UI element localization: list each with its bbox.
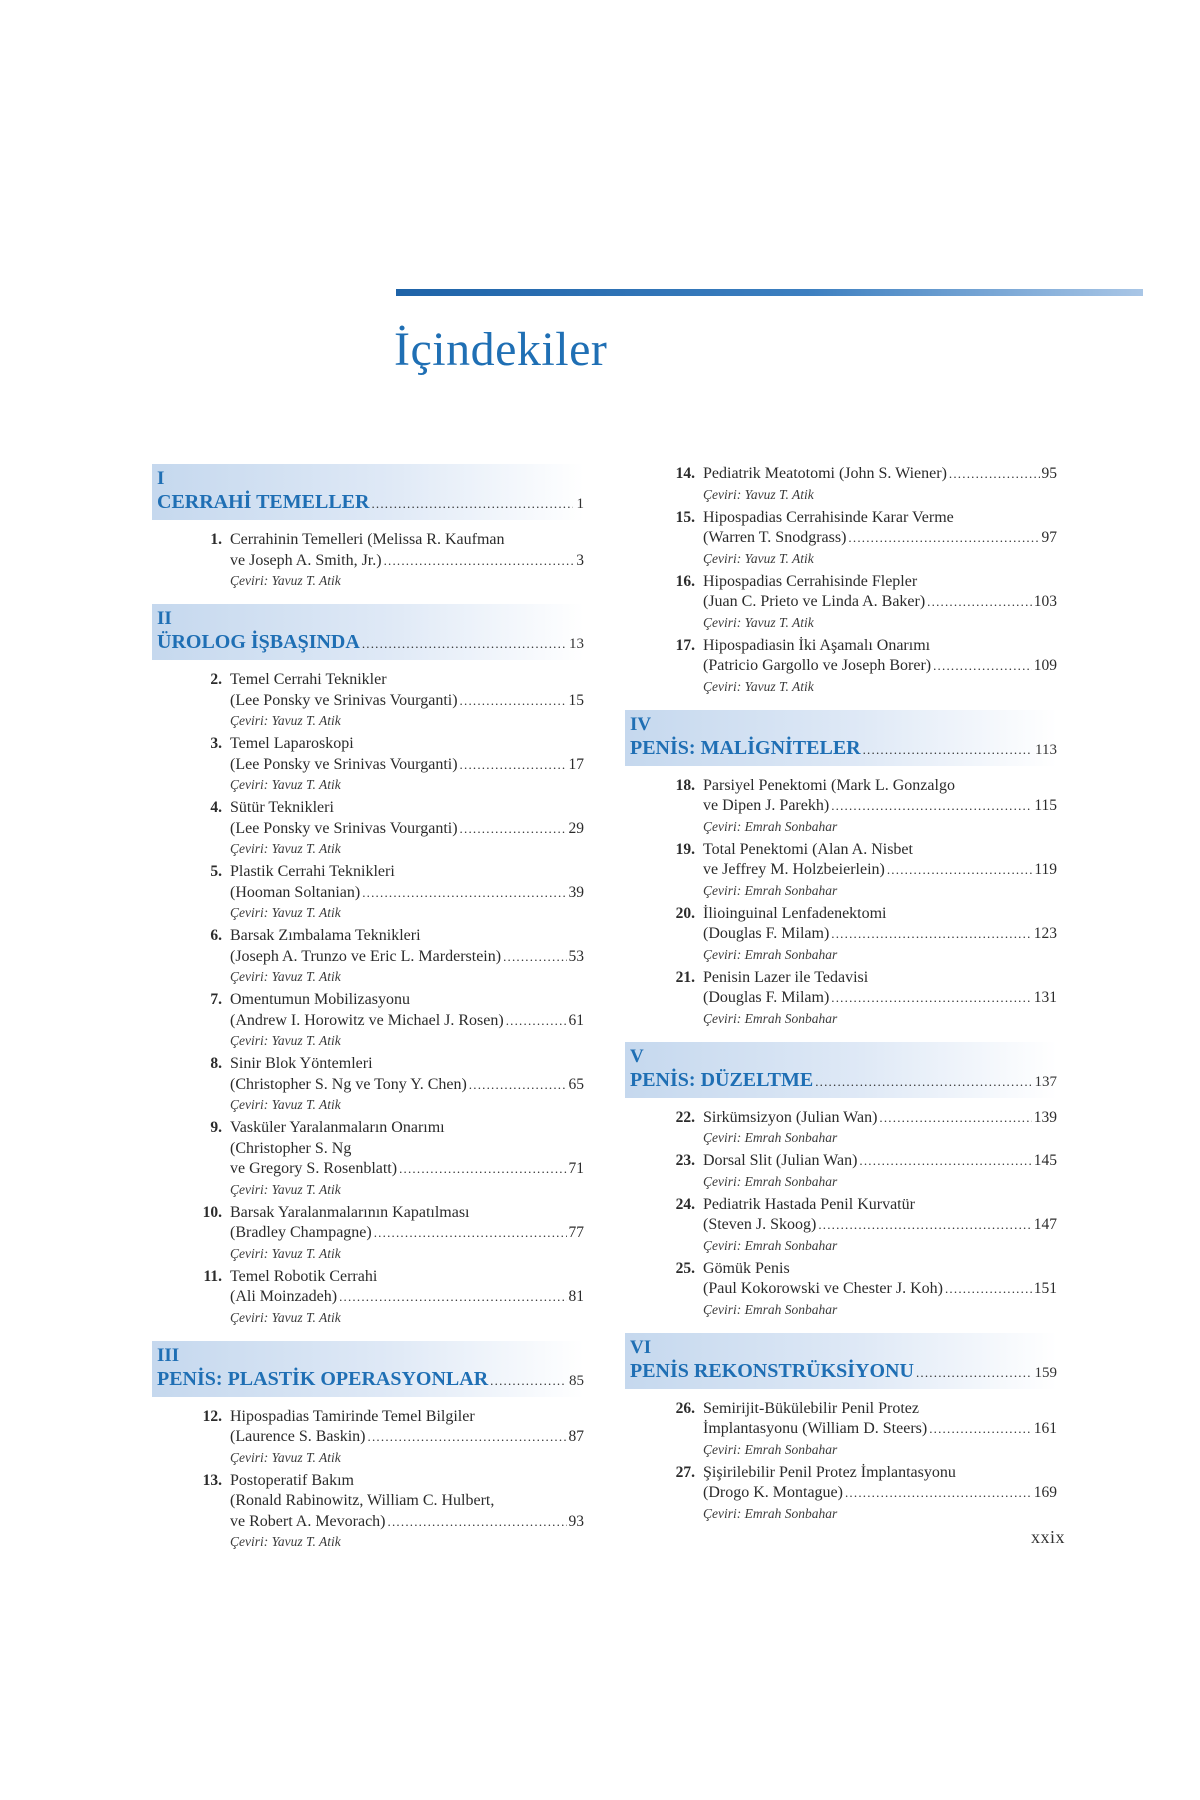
chapter-page-number: 3 [576, 551, 584, 569]
translator-credit: Çeviri: Emrah Sonbahar [703, 1010, 838, 1026]
chapter-title-line: Sütür Teknikleri [230, 799, 334, 816]
chapter-title-line: Hipospadias Tamirinde Temel Bilgiler [230, 1407, 475, 1425]
translator-credit: Çeviri: Emrah Sonbahar [703, 1130, 838, 1145]
dot-leader [916, 1365, 1031, 1381]
dot-leader [368, 1427, 567, 1448]
chapter-number: 27. [675, 1463, 695, 1481]
part-number: V [630, 1045, 644, 1067]
chapter-title-line: Temel Robotik Cerrahi [230, 1267, 378, 1285]
chapter-number: 15. [675, 508, 695, 526]
dot-leader [460, 691, 567, 712]
part-title-line [630, 736, 1057, 760]
chapter-page-number: 131 [1033, 989, 1057, 1006]
chapter-title-text: (Laurence S. Baskin) [230, 1428, 366, 1445]
translator-credit: Çeviri: Emrah Sonbahar [703, 1301, 838, 1317]
part-page-number: 113 [1035, 741, 1057, 758]
chapter-number: 13. [202, 1471, 222, 1489]
chapter-page-number: 39 [568, 883, 584, 901]
chapter-body [703, 1108, 1057, 1148]
chapter-body [703, 1195, 1057, 1255]
chapter-title-line: Gömük Penis [703, 1259, 790, 1277]
chapter-title-text: ve Gregory S. Rosenblatt) [230, 1160, 398, 1177]
chapter-page-number: 71 [568, 1160, 584, 1177]
chapter-title-text: (Patricio Gargollo ve Joseph Borer) [703, 657, 932, 674]
translator-credit: Çeviri: Yavuz T. Atik [230, 573, 341, 588]
chapter-number: 4. [210, 799, 222, 816]
chapter-title-text: ve Joseph A. Smith, Jr.) [230, 551, 382, 569]
chapter-title-text: Pediatrik Meatotomi (John S. Wiener) [703, 465, 947, 482]
part-heading [152, 604, 584, 660]
chapter-title-line [230, 1287, 584, 1308]
toc-entry[interactable] [152, 1471, 584, 1552]
toc-entry[interactable] [625, 776, 1057, 836]
chapter-number: 12. [202, 1407, 222, 1425]
chapter-title-line [230, 1075, 584, 1096]
chapter-title-line [703, 1215, 1057, 1236]
chapter-number: 21. [675, 968, 695, 986]
chapter-body [230, 670, 584, 730]
translator-credit: Çeviri: Yavuz T. Atik [703, 550, 814, 566]
chapter-number: 10. [202, 1203, 222, 1221]
toc-entry[interactable] [625, 636, 1057, 696]
chapter-body [703, 1259, 1057, 1319]
chapter-title-text: Sirkümsizyon (Julian Wan) [703, 1108, 878, 1126]
chapter-title-line: Postoperatif Bakım [230, 1471, 354, 1489]
part-page-number: 85 [569, 1372, 584, 1389]
translator-credit: Çeviri: Yavuz T. Atik [230, 1097, 341, 1112]
dot-leader [831, 796, 1032, 817]
chapter-page-number: 15 [568, 691, 584, 709]
chapter-title-line [230, 551, 584, 572]
chapter-body [703, 904, 1057, 964]
chapter-title-line: Hipospadiasin İki Aşamalı Onarımı [703, 636, 931, 654]
translator-credit: Çeviri: Yavuz T. Atik [703, 486, 814, 502]
translator-credit: Çeviri: Emrah Sonbahar [703, 946, 838, 962]
chapter-title-line [703, 1279, 1057, 1300]
dot-leader [831, 924, 1031, 945]
translator-credit: Çeviri: Emrah Sonbahar [703, 1237, 838, 1253]
chapter-title-line: Parsiyel Penektomi (Mark L. Gonzalgo [703, 776, 955, 794]
chapter-title-text: (Lee Ponsky ve Srinivas Vourganti) [230, 819, 458, 837]
chapter-page-number: 65 [568, 1075, 584, 1093]
chapter-body [703, 636, 1057, 696]
chapter-number: 6. [210, 927, 222, 944]
dot-leader [460, 819, 567, 840]
chapter-body [230, 1471, 584, 1552]
translator-credit: Çeviri: Yavuz T. Atik [230, 1449, 341, 1465]
chapter-title-line: Barsak Zımbalama Teknikleri [230, 927, 421, 944]
chapter-title-line [703, 796, 1057, 817]
translator-credit: Çeviri: Yavuz T. Atik [230, 905, 341, 920]
toc-entry[interactable] [152, 1203, 584, 1263]
toc-right-column [625, 464, 1057, 1523]
chapter-number: 22. [675, 1108, 695, 1126]
translator-credit: Çeviri: Emrah Sonbahar [703, 1505, 838, 1521]
section-gap [625, 696, 1057, 710]
chapter-number: 25. [675, 1259, 695, 1277]
chapter-page-number: 97 [1041, 529, 1057, 546]
chapter-number: 19. [675, 840, 695, 858]
chapter-title-line [230, 691, 584, 712]
toc-entry[interactable] [152, 862, 584, 922]
chapter-page-number: 119 [1034, 861, 1057, 878]
chapter-page-number: 145 [1033, 1152, 1057, 1169]
chapter-title-line [703, 1483, 1057, 1504]
chapter-number: 3. [210, 735, 222, 752]
translator-credit: Çeviri: Yavuz T. Atik [230, 1181, 341, 1197]
translator-credit: Çeviri: Yavuz T. Atik [230, 969, 341, 984]
chapter-title-text: (Joseph A. Trunzo ve Eric L. Marderstein) [230, 947, 502, 965]
chapter-body [230, 862, 584, 922]
dot-leader [887, 860, 1032, 881]
dot-leader [933, 656, 1032, 677]
toc-entry[interactable] [625, 1399, 1057, 1459]
chapter-number: 26. [675, 1399, 695, 1417]
chapter-title-line: (Christopher S. Ng [230, 1139, 352, 1157]
chapter-body [230, 1118, 584, 1199]
dot-leader [362, 883, 566, 904]
toc-entry[interactable] [152, 1267, 584, 1327]
chapter-title-line [230, 883, 584, 904]
dot-leader [815, 1074, 1030, 1090]
part-title: PENİS: DÜZELTME [630, 1068, 814, 1091]
chapter-number: 24. [675, 1195, 695, 1213]
part-page-number: 137 [1034, 1073, 1057, 1090]
chapter-page-number: 53 [568, 947, 584, 965]
part-heading [625, 1042, 1057, 1098]
part-title: PENİS: PLASTİK OPERASYONLAR [157, 1367, 489, 1390]
translator-credit: Çeviri: Yavuz T. Atik [230, 1033, 341, 1048]
chapter-page-number: 87 [568, 1428, 584, 1445]
chapter-number: 16. [675, 572, 695, 590]
chapter-title-text: (Lee Ponsky ve Srinivas Vourganti) [230, 691, 458, 709]
dot-leader [879, 1108, 1031, 1129]
translator-credit: Çeviri: Emrah Sonbahar [703, 1173, 838, 1189]
chapter-number: 2. [210, 671, 222, 688]
toc-entry[interactable] [625, 1151, 1057, 1191]
translator-credit: Çeviri: Yavuz T. Atik [230, 1245, 341, 1261]
chapter-body [230, 530, 584, 590]
chapter-title-text: (Douglas F. Milam) [703, 989, 830, 1006]
chapter-page-number: 123 [1033, 925, 1057, 942]
chapter-page-number: 115 [1034, 797, 1057, 814]
chapter-title-line [703, 988, 1057, 1009]
page-title: İçindekiler [394, 323, 608, 376]
toc-left-column [152, 464, 584, 1551]
dot-leader [362, 636, 565, 652]
chapter-title-line [230, 1512, 584, 1533]
toc-entry[interactable] [152, 990, 584, 1050]
toc-entry[interactable] [625, 904, 1057, 964]
translator-credit: Çeviri: Yavuz T. Atik [703, 614, 814, 630]
part-number: IV [630, 713, 652, 735]
toc-entry[interactable] [625, 1195, 1057, 1255]
section-gap [152, 1327, 584, 1341]
chapter-title-text: İmplantasyonu (William D. Steers) [703, 1420, 928, 1437]
chapter-page-number: 61 [568, 1011, 584, 1029]
toc-entry[interactable] [152, 798, 584, 858]
translator-credit: Çeviri: Yavuz T. Atik [230, 713, 341, 728]
dot-leader [469, 1075, 567, 1096]
chapter-title-line [230, 1223, 584, 1244]
chapter-page-number: 95 [1041, 465, 1057, 482]
header-rule [396, 289, 1143, 296]
dot-leader [374, 1223, 567, 1244]
chapter-title-text: (Juan C. Prieto ve Linda A. Baker) [703, 593, 926, 610]
translator-credit: Çeviri: Yavuz T. Atik [230, 841, 341, 856]
dot-leader [859, 1151, 1031, 1172]
chapter-page-number: 151 [1033, 1280, 1057, 1297]
toc-entry[interactable] [625, 840, 1057, 900]
chapter-page-number: 93 [568, 1512, 584, 1530]
translator-credit: Çeviri: Yavuz T. Atik [703, 678, 814, 694]
toc-entry[interactable] [625, 1463, 1057, 1523]
chapter-title-line: (Ronald Rabinowitz, William C. Hulbert, [230, 1492, 495, 1509]
chapter-title-text: (Andrew I. Horowitz ve Michael J. Rosen) [230, 1011, 504, 1029]
chapter-body [230, 798, 584, 858]
section-gap [625, 1319, 1057, 1333]
dot-leader [388, 1512, 567, 1533]
chapter-title-text: (Lee Ponsky ve Srinivas Vourganti) [230, 755, 458, 773]
toc-entry[interactable] [152, 734, 584, 794]
part-page-number: 159 [1034, 1364, 1057, 1381]
chapter-title-text: (Paul Kokorowski ve Chester J. Koh) [703, 1280, 943, 1297]
chapter-body [230, 1407, 584, 1467]
chapter-title-text: (Steven J. Skoog) [703, 1216, 817, 1233]
chapter-title-line: Pediatrik Hastada Penil Kurvatür [703, 1195, 915, 1213]
chapter-page-number: 161 [1033, 1420, 1057, 1437]
chapter-page-number: 81 [568, 1288, 584, 1305]
chapter-number: 20. [675, 904, 695, 922]
chapter-title-line: Şişirilebilir Penil Protez İmplantasyonu [703, 1463, 956, 1481]
dot-leader [339, 1287, 566, 1308]
toc-entry[interactable] [625, 1108, 1057, 1148]
toc-entry[interactable] [625, 1259, 1057, 1319]
chapter-body [230, 1054, 584, 1114]
chapter-title-line [230, 947, 584, 968]
dot-leader [818, 1215, 1031, 1236]
dot-leader [927, 592, 1032, 613]
chapter-number: 9. [210, 1119, 222, 1136]
part-title-line [157, 490, 584, 514]
chapter-title-text: (Christopher S. Ng ve Tony Y. Chen) [230, 1075, 467, 1093]
part-number: I [157, 468, 165, 489]
chapter-number: 11. [203, 1267, 222, 1285]
chapter-title-line [703, 528, 1057, 549]
chapter-title-line [703, 860, 1057, 881]
section-gap [625, 1028, 1057, 1042]
chapter-title-line [703, 1151, 1057, 1172]
toc-entry[interactable] [152, 1118, 584, 1199]
dot-leader [506, 1011, 567, 1032]
dot-leader [848, 528, 1039, 549]
chapter-title-text: (Ali Moinzadeh) [230, 1288, 338, 1305]
chapter-body [703, 1399, 1057, 1459]
chapter-title-text: (Bradley Champagne) [230, 1224, 372, 1241]
part-heading [625, 1333, 1057, 1389]
translator-credit: Çeviri: Emrah Sonbahar [703, 818, 838, 834]
dot-leader [503, 947, 566, 968]
chapter-title-line [230, 1011, 584, 1032]
translator-credit: Çeviri: Yavuz T. Atik [230, 777, 341, 792]
chapter-title-text: ve Jeffrey M. Holzbeierlein) [703, 861, 885, 878]
toc-entry[interactable] [152, 530, 584, 590]
chapter-number: 17. [675, 636, 695, 654]
toc-entry[interactable] [152, 670, 584, 730]
chapter-title-line [703, 592, 1057, 613]
chapter-page-number: 169 [1033, 1484, 1057, 1501]
toc-entry[interactable] [625, 464, 1057, 504]
part-title: ÜROLOG İŞBAŞINDA [157, 631, 360, 653]
chapter-body [703, 840, 1057, 900]
translator-credit: Çeviri: Emrah Sonbahar [703, 882, 838, 898]
part-number: III [157, 1344, 180, 1366]
chapter-number: 14. [675, 465, 695, 482]
part-page-number: 1 [576, 496, 584, 512]
chapter-title-text: (Hooman Soltanian) [230, 883, 361, 901]
chapter-title-line: İlioinguinal Lenfadenektomi [703, 904, 887, 922]
chapter-body [703, 572, 1057, 632]
chapter-body [703, 1463, 1057, 1523]
dot-leader [490, 1373, 565, 1389]
chapter-number: 5. [210, 863, 222, 880]
chapter-page-number: 139 [1033, 1108, 1057, 1126]
chapter-number: 7. [210, 991, 222, 1008]
toc-entry[interactable] [625, 968, 1057, 1028]
part-title: PENİS: MALİGNİTELER [630, 736, 861, 759]
page-number: xxix [1031, 1527, 1066, 1547]
dot-leader [831, 988, 1031, 1009]
chapter-body [703, 1151, 1057, 1191]
chapter-title-text: Dorsal Slit (Julian Wan) [703, 1152, 858, 1169]
toc-entry[interactable] [152, 1054, 584, 1114]
chapter-title-line: Cerrahinin Temelleri (Melissa R. Kaufman [230, 531, 505, 548]
part-number: II [157, 608, 172, 629]
chapter-title-text: (Douglas F. Milam) [703, 925, 830, 942]
dot-leader [371, 496, 572, 512]
chapter-title-line: Semirijit-Bükülebilir Penil Protez [703, 1399, 919, 1417]
chapter-title-line [703, 924, 1057, 945]
chapter-title-line [230, 755, 584, 776]
chapter-title-text: (Drogo K. Montague) [703, 1484, 843, 1501]
toc-entry[interactable] [152, 1407, 584, 1467]
chapter-page-number: 17 [568, 755, 584, 773]
chapter-number: 23. [675, 1152, 695, 1169]
chapter-page-number: 147 [1033, 1216, 1057, 1233]
chapter-title-text: ve Robert A. Mevorach) [230, 1512, 386, 1530]
chapter-title-line: Plastik Cerrahi Teknikleri [230, 863, 395, 880]
toc-entry[interactable] [152, 926, 584, 986]
chapter-body [230, 1267, 584, 1327]
chapter-body [703, 508, 1057, 568]
chapter-title-line [230, 1427, 584, 1448]
dot-leader [945, 1279, 1032, 1300]
part-title-line [630, 1359, 1057, 1383]
chapter-title-text: ve Dipen J. Parekh) [703, 797, 830, 814]
chapter-title-line: Sinir Blok Yöntemleri [230, 1055, 373, 1072]
toc-entry[interactable] [625, 572, 1057, 632]
dot-leader [949, 464, 1040, 485]
part-title: CERRAHİ TEMELLER [157, 491, 370, 513]
chapter-page-number: 29 [568, 819, 584, 837]
chapter-title-line: Penisin Lazer ile Tedavisi [703, 968, 869, 986]
chapter-body [703, 776, 1057, 836]
dot-leader [384, 551, 575, 572]
chapter-body [703, 464, 1057, 504]
chapter-number: 8. [210, 1055, 222, 1072]
chapter-title-line: Vasküler Yaralanmaların Onarımı [230, 1119, 445, 1136]
part-title: PENİS REKONSTRÜKSİYONU [630, 1359, 914, 1382]
chapter-title-line [703, 1108, 1057, 1129]
translator-credit: Çeviri: Emrah Sonbahar [703, 1441, 838, 1457]
dot-leader [863, 742, 1031, 758]
chapter-title-line [703, 656, 1057, 677]
chapter-page-number: 103 [1033, 593, 1057, 610]
chapter-title-line: Omentumun Mobilizasyonu [230, 991, 410, 1008]
chapter-number: 18. [675, 776, 695, 794]
chapter-number: 1. [210, 531, 222, 548]
toc-entry[interactable] [625, 508, 1057, 568]
part-heading [625, 710, 1057, 766]
dot-leader [399, 1159, 566, 1180]
chapter-body [230, 926, 584, 986]
translator-credit: Çeviri: Yavuz T. Atik [230, 1309, 341, 1325]
chapter-page-number: 109 [1033, 657, 1057, 674]
chapter-body [230, 734, 584, 794]
chapter-title-text: (Warren T. Snodgrass) [703, 529, 847, 546]
part-number: VI [630, 1336, 652, 1358]
dot-leader [460, 755, 567, 776]
part-title-line [630, 1068, 1057, 1092]
chapter-title-line: Hipospadias Cerrahisinde Karar Verme [703, 508, 954, 526]
chapter-title-line: Barsak Yaralanmalarının Kapatılması [230, 1203, 470, 1221]
chapter-title-line: Temel Cerrahi Teknikler [230, 671, 387, 688]
dot-leader [929, 1419, 1032, 1440]
chapter-title-line: Temel Laparoskopi [230, 735, 354, 752]
part-heading [152, 464, 584, 520]
chapter-title-line [230, 819, 584, 840]
chapter-title-line: Total Penektomi (Alan A. Nisbet [703, 840, 913, 858]
chapter-body [703, 968, 1057, 1028]
chapter-page-number: 77 [568, 1224, 584, 1241]
dot-leader [845, 1483, 1032, 1504]
chapter-title-line [703, 1419, 1057, 1440]
part-page-number: 13 [569, 636, 584, 652]
chapter-title-line: Hipospadias Cerrahisinde Flepler [703, 572, 918, 590]
chapter-title-line [703, 464, 1057, 485]
part-heading [152, 1341, 584, 1397]
translator-credit: Çeviri: Yavuz T. Atik [230, 1534, 341, 1549]
chapter-body [230, 990, 584, 1050]
chapter-body [230, 1203, 584, 1263]
part-title-line [157, 1367, 584, 1391]
chapter-title-line [230, 1159, 584, 1180]
part-title-line [157, 630, 584, 654]
section-gap [152, 590, 584, 604]
